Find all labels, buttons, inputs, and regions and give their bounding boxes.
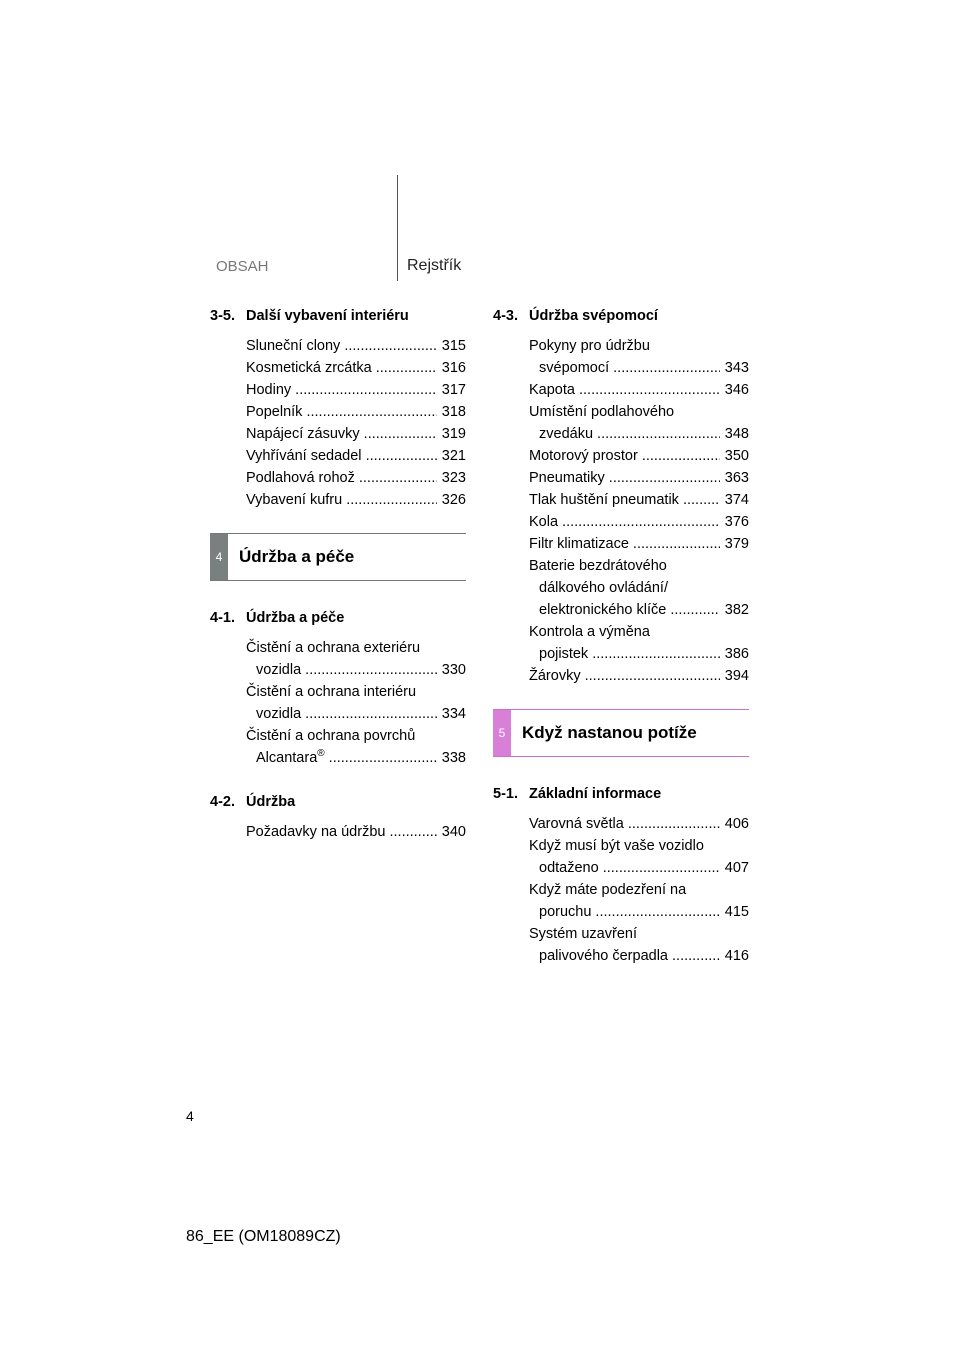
toc-entry[interactable]: Filtr klimatizace ..... 379: [493, 533, 749, 555]
subsection-heading-5-1: 5-1. Základní informace: [493, 786, 662, 802]
toc-entry[interactable]: Kola ..... 376: [493, 511, 749, 533]
subsection-heading-3-5: 3-5. Další vybavení interiéru: [210, 308, 409, 324]
toc-entry[interactable]: Tlak huštění pneumatik ..... 374: [493, 489, 749, 511]
chapter-tab: 5: [493, 710, 511, 756]
toc-entry[interactable]: Pokyny pro údržbu svépomocí ..... 343: [493, 335, 749, 379]
toc-left-column: [210, 305, 466, 843]
toc-right-column: [493, 305, 749, 967]
subsection-heading-4-1: 4-1. Údržba a péče: [210, 610, 345, 626]
chapter-title: Když nastanou potíže: [522, 723, 697, 742]
toc-entry[interactable]: Žárovky ..... 394: [493, 665, 749, 687]
chapter-4-band[interactable]: [210, 533, 466, 581]
toc-entry[interactable]: Kapota ..... 346: [493, 379, 749, 401]
toc-entry[interactable]: Čistění a ochrana exteriéru vozidla ..... 330: [210, 637, 466, 681]
toc-entry[interactable]: Požadavky na údržbu ..... 340: [210, 821, 466, 843]
chapter-5-band[interactable]: [493, 709, 749, 757]
toc-entry[interactable]: Podlahová rohož ..... 323: [210, 467, 466, 489]
nav-divider: [397, 175, 398, 281]
registered-mark: ®: [317, 748, 325, 760]
subsection-heading-4-2: 4-2. Údržba: [210, 794, 296, 810]
toc-entry[interactable]: Motorový prostor ..... 350: [493, 445, 749, 467]
toc-entry[interactable]: Varovná světla ..... 406: [493, 813, 749, 835]
nav-contents-link[interactable]: OBSAH: [216, 258, 269, 275]
toc-entry[interactable]: Umístění podlahového zvedáku ..... 348: [493, 401, 749, 445]
toc-entry[interactable]: Vybavení kufru ..... 326: [210, 489, 466, 511]
toc-entry[interactable]: Popelník ..... 318: [210, 401, 466, 423]
toc-entry[interactable]: Baterie bezdrátového dálkového ovládání/ elektronického klíče ..... 382: [493, 555, 749, 621]
toc-entry[interactable]: Pneumatiky ..... 363: [493, 467, 749, 489]
toc-entry[interactable]: Čistění a ochrana interiéru vozidla ..... 334: [210, 681, 466, 725]
toc-entry[interactable]: Sluneční clony ..... 315: [210, 335, 466, 357]
subsection-heading-4-3: 4-3. Údržba svépomocí: [493, 308, 658, 324]
toc-entry[interactable]: Vyhřívání sedadel ..... 321: [210, 445, 466, 467]
document-code: 86_EE (OM18089CZ): [186, 1228, 341, 1245]
toc-entry[interactable]: Systém uzavření palivového čerpadla ..... 416: [493, 923, 749, 967]
toc-entry[interactable]: Když musí být vaše vozidlo odtaženo ..... 407: [493, 835, 749, 879]
toc-entry[interactable]: Když máte podezření na poruchu ..... 415: [493, 879, 749, 923]
nav-index-link[interactable]: Rejstřík: [407, 257, 462, 274]
toc-entry[interactable]: Hodiny ..... 317: [210, 379, 466, 401]
toc-entry[interactable]: Čistění a ochrana povrchů Alcantara® ..... 338: [210, 725, 466, 769]
chapter-title: Údržba a péče: [239, 547, 355, 566]
chapter-tab: 4: [210, 534, 228, 580]
page-number: 4: [186, 1108, 194, 1124]
toc-entry[interactable]: Napájecí zásuvky ..... 319: [210, 423, 466, 445]
toc-entry[interactable]: Kosmetická zrcátka ..... 316: [210, 357, 466, 379]
toc-entry[interactable]: Kontrola a výměna pojistek ..... 386: [493, 621, 749, 665]
